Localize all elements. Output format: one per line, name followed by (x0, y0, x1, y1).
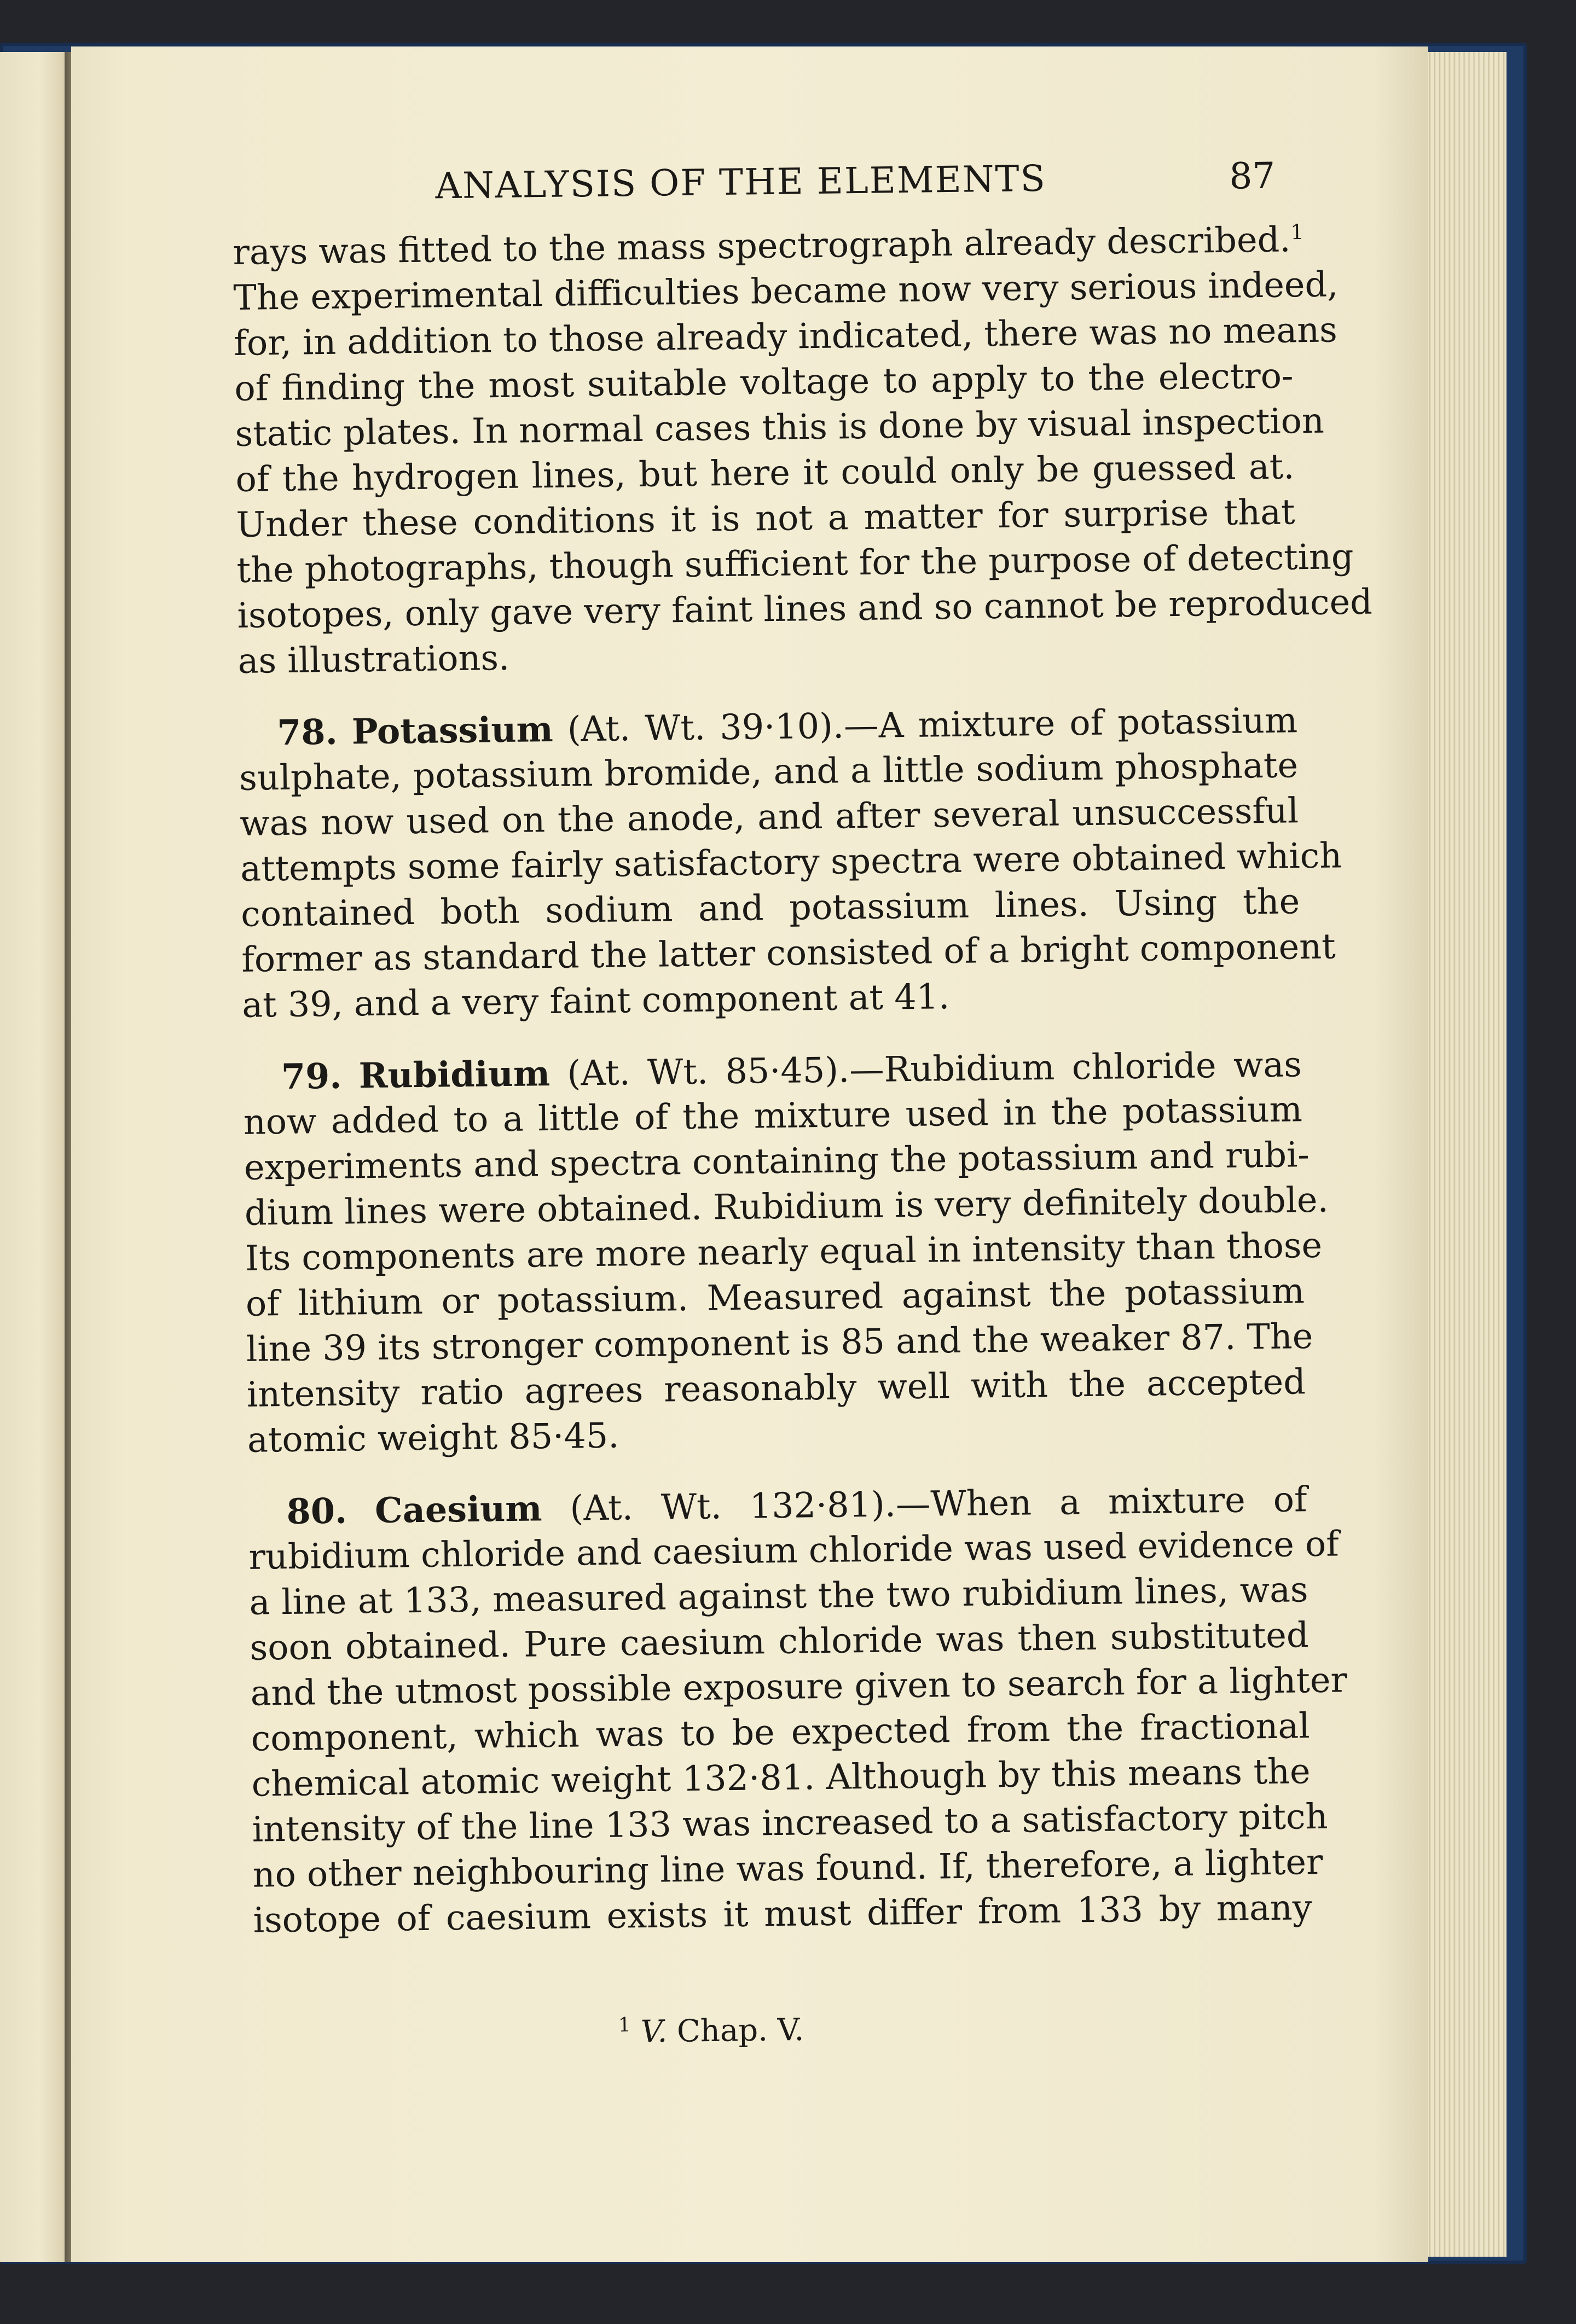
running-head: ANALYSIS OF THE ELEMENTS (434, 157, 1047, 207)
text-line: Its components are more nearly equal in intensity than those (245, 1224, 1323, 1279)
text-line: intensity ratio agrees reasonably well with the accepted (246, 1361, 1306, 1415)
section-title: Rubidium (358, 1053, 551, 1096)
text-line: former as standard the latter consisted of a bright component (241, 926, 1336, 980)
page-header (361, 155, 1276, 226)
text-line: was now used on the anode, and after several unsuccessful (239, 790, 1299, 844)
footnote-ref: V. (640, 2013, 668, 2050)
footnote-text: Chap. V. (676, 2012, 804, 2049)
section-heading-caesium: 80. Caesium (At. Wt. 132·81).—When a mixture of (286, 1479, 1307, 1532)
text-line: of the hydrogen lines, but here it could only be guessed at. (235, 446, 1295, 499)
text-line: for, in addition to those already indicated, there was no means (234, 309, 1338, 363)
section-number: 78. (276, 711, 338, 753)
text-line: at 39, and a very faint component at 41. (241, 976, 950, 1025)
text-line: now added to a little of the mixture used in the potassium (243, 1089, 1303, 1142)
footnote-mark: 1 (618, 2014, 631, 2037)
text-line: and the utmost possible exposure given to search for a lighter (250, 1659, 1348, 1713)
footnote-reference: 1 (1290, 219, 1304, 245)
section-title: Potassium (351, 708, 554, 752)
text-line: the photographs, though sufficient for the purpose of detecting (236, 536, 1354, 590)
text-line: no other neighbouring line was found. If, therefore, a lighter (252, 1841, 1323, 1895)
text-line: rubidium chloride and caesium chloride was used evidence of (248, 1523, 1340, 1577)
atomic-weight: (At. Wt. 85·45). (567, 1049, 850, 1094)
text-line: static plates. In normal cases this is done by visual inspection (235, 400, 1325, 454)
previous-page-edge (0, 52, 71, 2262)
text-line: attempts some fairly satisfactory spectra were obtained which (240, 835, 1342, 889)
atomic-weight: (At. Wt. 132·81). (570, 1484, 896, 1529)
text-line: isotopes, only gave very faint lines and so cannot be reproduced (237, 581, 1373, 636)
text-line: atomic weight 85·45. (247, 1415, 619, 1460)
atomic-weight: (At. Wt. 39·10). (567, 705, 844, 750)
footnote (618, 2012, 804, 2050)
text-line: rays was fitted to the mass spectrograph already described.$^1$ (233, 219, 1304, 272)
section-title: Caesium (374, 1488, 542, 1531)
text-line: contained both sodium and potassium lines. Using the (240, 881, 1300, 934)
text-line: sulphate, potassium bromide, and a little sodium phosphate (239, 745, 1299, 798)
text-line: dium lines were obtained. Rubidium is very definitely double. (244, 1179, 1329, 1233)
text-line: Under these conditions it is not a matter for surprise that (236, 491, 1295, 545)
section-number: 79. (281, 1055, 342, 1097)
text-line: of finding the most suitable voltage to apply to the electro- (234, 355, 1294, 409)
body-text (233, 217, 1373, 1943)
text-line: experiments and spectra containing the potassium and rubi- (244, 1134, 1310, 1188)
text-line: line 39 its stronger component is 85 and the weaker 87. The (246, 1316, 1313, 1369)
page-block-edges (1415, 52, 1507, 2257)
text-line: isotope of caesium exists it must differ from 133 by many (253, 1887, 1313, 1940)
text-line: intensity of the line 133 was increased to a satisfactory pitch (252, 1796, 1328, 1850)
section-number: 80. (286, 1490, 347, 1532)
section-heading-potassium: 78. Potassium (At. Wt. 39·10).—A mixture of potassium (276, 700, 1298, 753)
book-page (71, 47, 1428, 2262)
text-line: The experimental difficulties became now very serious indeed, (233, 264, 1339, 318)
text-line: as illustrations. (237, 637, 510, 681)
text-line: component, which was to be expected from the fractional (251, 1705, 1311, 1759)
text-line: soon obtained. Pure caesium chloride was then substituted (250, 1614, 1309, 1668)
text-line: a line at 133, measured against the two rubidium lines, was (249, 1569, 1308, 1623)
page-number: 87 (1229, 154, 1276, 197)
text-line: of lithium or potassium. Measured against the potassium (245, 1270, 1305, 1324)
section-heading-rubidium: 79. Rubidium (At. Wt. 85·45).—Rubidium chloride was (281, 1044, 1302, 1097)
text-line: chemical atomic weight 132·81. Although by this means the (251, 1751, 1311, 1804)
